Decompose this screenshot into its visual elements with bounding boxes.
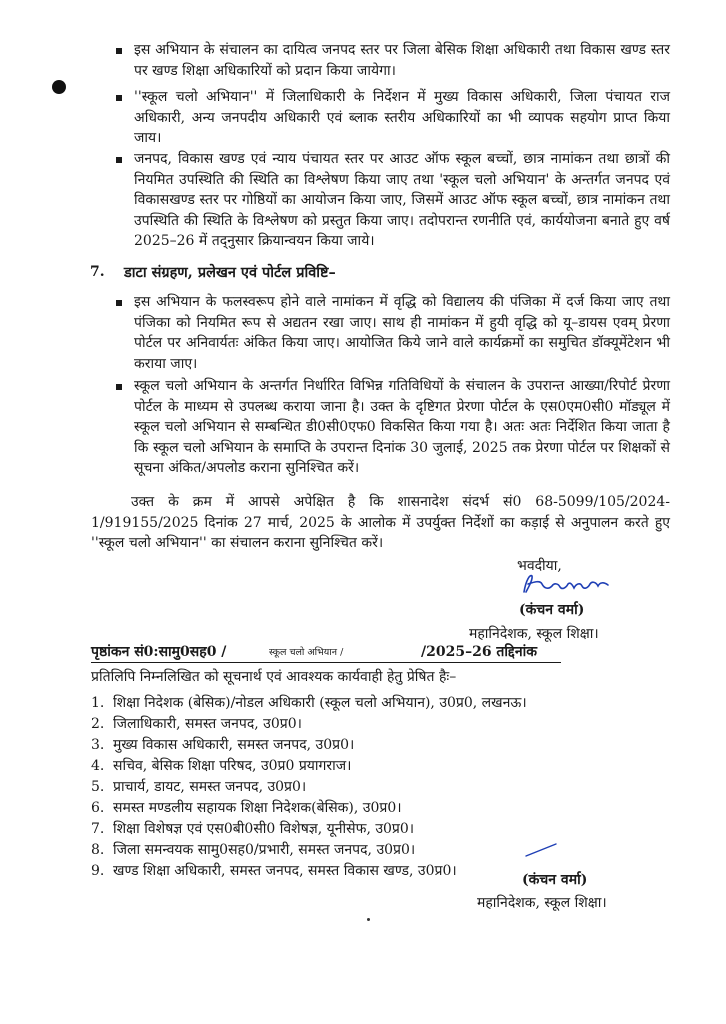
list-item: 9. खण्ड शिक्षा अधिकारी, समस्त जनपद, समस्त विकास खण्ड, उ0प्र0। [91,863,457,879]
bullet-icon [116,48,122,54]
section-number: 7. [90,264,105,280]
signatory-name-2: (कंचन वर्मा) [522,872,588,888]
bullet-text-3: जनपद, विकास खण्ड एवं न्याय पंचायत स्तर पर आउट ऑफ स्कूल बच्चों, छात्र नामांकन तथा छात्रों की नियमित उपस्थिति की स्थिति का विश्लेषण किया जाए तथा 'स्कूल चलो अभियान' के अन्तर्गत जनपद एवं विकासखण्ड स्तर पर गोष्ठियों का आयोजन किया जाए, जिसमें आउट ऑफ स्कूल बच्चों, छात्र नामांकन तथा उपस्थिति की स्थिति के विश्लेषण को प्रस्तुत किया जाए। तदोपरान्त रणनीति एवं, कार्ययोजना बनाते हुए वर्ष 2025–26 में तद्नुसार क्रियान्वयन किया जाये। [134,151,670,249]
copy-intro: प्रतिलिपि निम्नलिखित को सूचनार्थ एवं आवश्यक कार्यवाही हेतु प्रेषित हैः– [91,669,457,685]
endorsement-ref-date: /2025–26 तद्दिनांक [421,644,537,660]
signature-image [518,570,618,600]
section7-bullet-1: इस अभियान के फलस्वरूप होने वाले नामांकन में वृद्धि को विद्यालय की पंजिका में दर्ज किया जाए तथा पंजिका को नियमित रूप से अद्यतन रखा जाए। साथ ही नामांकन में हुयी वृद्धि को यू–डायस एवम् प्रेरणा पोर्टल पर अनिवार्यतः अंकित किया जाए। आयोजित किये जाने वाले कार्यक्रमों का समुचित डॉक्यूमेंटेशन भी कराया जाए। [134,294,670,372]
list-item: 6. समस्त मण्डलीय सहायक शिक्षा निदेशक(बेसिक), उ0प्र0। [91,800,402,816]
bullet-text-1: इस अभियान के संचालन का दायित्व जनपद स्तर पर जिला बेसिक शिक्षा अधिकारी तथा विकास खण्ड स्तर पर खण्ड शिक्षा अधिकारियों को प्रदान किया जायेगा। [134,42,670,79]
signatory-designation: महानिदेशक, स्कूल शिक्षा। [469,626,599,642]
list-item: 1. शिक्षा निदेशक (बेसिक)/नोडल अधिकारी (स्कूल चलो अभियान), उ0प्र0, लखनऊ। [91,695,527,711]
list-item: 8. जिला समन्वयक सामु0सह0/प्रभारी, समस्त जनपद, उ0प्र0। [91,842,416,858]
bullet-text-2: ''स्कूल चलो अभियान'' में जिलाधिकारी के निर्देशन में मुख्य विकास अधिकारी, जिला पंचायत राज अधिकारी, अन्य जनपदीय अधिकारी एवं ब्लाक स्तरीय अधिकारियों का भी व्यापक सहयोग प्राप्त किया जाय। [134,89,670,146]
salutation: भवदीया, [517,558,562,574]
bullet-icon [116,300,122,306]
list-item: 7. शिक्षा विशेषज्ञ एवं एस0बी0सी0 विशेषज्ञ, यूनीसेफ, उ0प्र0। [91,821,415,837]
bullet-icon [116,384,122,390]
signatory-name: (कंचन वर्मा) [519,602,585,618]
list-item: 2. जिलाधिकारी, समस्त जनपद, उ0प्र0। [91,716,302,732]
list-item: 4. सचिव, बेसिक शिक्षा परिषद, उ0प्र0 प्रयागराज। [91,758,352,774]
punch-hole-mark [52,80,66,94]
bullet-icon [116,95,122,101]
closing-paragraph: उक्त के क्रम में आपसे अपेक्षित है कि शासनादेश संदर्भ सं0 68-5099/105/2024-1/919155/2025 दिनांक 27 मार्च, 2025 के आलोक में उपर्युक्त निर्देशों का कड़ाई से अनुपालन करते हुए ''स्कूल चलो अभियान'' का संचालन कराना सुनिश्चित करें। [91,494,670,551]
endorsement-ref-prefix: पृष्ठांकन सं0:सामु0सह0 / [91,644,227,660]
endorsement-ref-campaign: स्कूल चलो अभियान / [269,647,344,658]
scan-speck [367,918,370,921]
signatory-designation-2: महानिदेशक, स्कूल शिक्षा। [477,895,607,911]
list-item: 3. मुख्य विकास अधिकारी, समस्त जनपद, उ0प्र0। [91,737,355,753]
section-heading: डाटा संग्रहण, प्रलेखन एवं पोर्टल प्रविष्टि– [124,264,336,281]
section7-bullet-2: स्कूल चलो अभियान के अन्तर्गत निर्धारित विभिन्न गतिविधियों के संचालन के उपरान्त आख्या/रिपोर्ट प्रेरणा पोर्टल के माध्यम से उपलब्ध कराया जाना है। उक्त के दृष्टिगत प्रेरणा पोर्टल के एस0एम0सी0 मॉड्यूल में स्कूल चलो अभियान से सम्बन्धित डी0सी0एफ0 विकसित किया गया है। अतः अतः निर्देशित किया जाता है कि स्कूल चलो अभियान के समाप्ति के उपरान्त दिनांक 30 जुलाई, 2025 तक प्रेरणा पोर्टल पर शिक्षकों से सूचना अंकित/अपलोड कराना सुनिश्चित करें। [134,378,670,476]
initial-mark [522,840,562,860]
endorsement-reference [91,640,561,663]
list-item: 5. प्राचार्य, डायट, समस्त जनपद, उ0प्र0। [91,779,307,795]
bullet-icon [116,157,122,163]
